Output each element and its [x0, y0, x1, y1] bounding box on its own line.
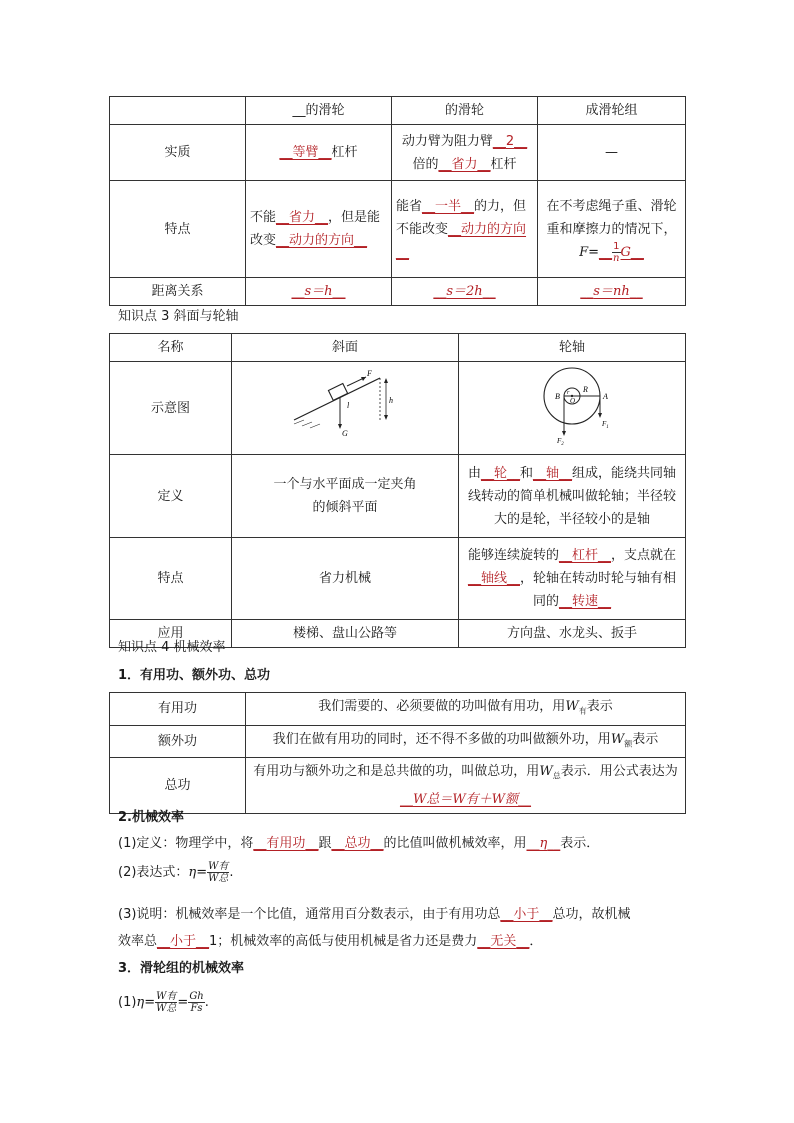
axle-label-R: R: [583, 385, 588, 394]
pulley-efficiency-formula: (1)η= $\frac{\text{W有}}{\text{W总}}$ = $\frac{Gh}{Fs}$ .: [118, 991, 209, 1014]
answer: __无关__: [477, 934, 530, 949]
answer: __轮__: [480, 465, 520, 481]
cell-essence-fixed: __等臂__杠杆: [246, 125, 392, 181]
row-label-useful: 有用功: [110, 693, 246, 726]
axle-label-F1: $F_1$: [602, 420, 609, 430]
answer: __η__: [526, 836, 561, 851]
answer: __s＝h__: [291, 284, 346, 299]
answer: __杠杆__: [558, 548, 611, 563]
header-fixed-pulley: __的滑轮: [246, 97, 392, 125]
work-table: [109, 692, 686, 814]
incline-label-h: h: [389, 396, 393, 405]
answer: __总功__: [331, 836, 384, 851]
answer: __小于__: [157, 934, 210, 949]
cell-incline-feature: 省力机械: [232, 538, 459, 620]
answer: __s＝nh__: [580, 284, 643, 299]
incline-axle-table: [109, 333, 686, 648]
cell-feature-fixed: 不能__省力__，但是能改变__动力的方向__: [246, 181, 392, 278]
row-label-extra: 额外功: [110, 725, 246, 758]
cell-axle-definition: 由__轮__和__轴__组成，能绕共同轴线转动的简单机械叫做轮轴；半径较大的是轮，半径较小的是轴: [459, 455, 686, 538]
axle-diagram-cell: [459, 362, 686, 455]
cell-distance-movable: [392, 278, 538, 306]
answer: __有用功__: [253, 836, 319, 851]
answer: __ $\frac{1}{n}$ G__: [599, 240, 644, 264]
answer: __动力的方向__: [276, 233, 368, 248]
answer: __s＝2h__: [433, 284, 496, 299]
cell-incline-definition: 一个与水平面成一定夹角的倾斜平面: [232, 455, 459, 538]
section4-title: 知识点 4 机械效率: [118, 640, 226, 655]
cell-feature-group: 在不考虑绳子重、滑轮重和摩擦力的情况下， F=__ $\frac{1}{n}$ G__: [538, 181, 686, 278]
sub3-title: 3．滑轮组的机械效率: [118, 961, 245, 976]
axle-label-A: A: [603, 392, 608, 401]
header-empty: [110, 97, 246, 125]
cell-axle-feature: 能够连续旋转的__杠杆__，支点就在__轴线__，轮轴在转动时轮与轴有相同的__转速__: [459, 538, 686, 620]
cell-feature-movable: 能省__一半__的力，但不能改变__动力的方向__: [392, 181, 538, 278]
incline-label-F: F: [367, 369, 372, 378]
answer: __小于__: [500, 907, 553, 922]
answer: __轴线__: [467, 571, 520, 586]
cell-useful: 我们需要的、必须要做的功叫做有用功，用$W_有$表示: [246, 693, 686, 726]
header-name: 名称: [110, 334, 232, 362]
header-wheel-axle: 轮轴: [459, 334, 686, 362]
axle-label-r: r: [567, 390, 570, 396]
cell-incline-application: 楼梯、盘山公路等: [232, 620, 459, 648]
row-label-feature: 特点: [110, 181, 246, 278]
cell-essence-group: —: [538, 125, 686, 181]
row-label-diagram: 示意图: [110, 362, 232, 455]
row-label-feature: 特点: [110, 538, 232, 620]
incline-diagram: [290, 364, 400, 444]
answer: __转速__: [559, 594, 612, 609]
answer: __W总＝W有＋W额__: [399, 791, 532, 807]
definition-line: (1)定义：物理学中，将__有用功__跟__总功__的比值叫做机械效率，用__η__表示．: [118, 836, 600, 851]
answer: __轴__: [533, 465, 573, 481]
pulley-table: [109, 96, 686, 306]
row-label-definition: 定义: [110, 455, 232, 538]
expression-line: (2)表达式：η= $\frac{\text{W有}}{\text{W总}}$ .: [118, 861, 234, 884]
cell-essence-movable: 动力臂为阻力臂__2__ 倍的__省力__杠杆: [392, 125, 538, 181]
row-label-application: 应用: [110, 620, 232, 648]
incline-diagram-cell: [232, 362, 459, 455]
answer: __省力__: [438, 156, 491, 172]
section3-title: 知识点 3 斜面与轮轴: [118, 309, 239, 324]
cell-extra: 我们在做有用功的同时，还不得不多做的功叫做额外功，用$W_额$表示: [246, 725, 686, 758]
sub1-title: 1．有用功、额外功、总功: [118, 668, 271, 683]
cell-total: 有用功与额外功之和是总共做的功，叫做总功，用$W_总$表示．用公式表达为__W总＝W有＋W额__: [246, 758, 686, 814]
incline-label-G: G: [342, 429, 348, 438]
axle-label-B: B: [555, 392, 560, 401]
row-label-essence: 实质: [110, 125, 246, 181]
wheel-axle-diagram: [527, 364, 617, 447]
answer: __等臂__: [279, 145, 332, 160]
cell-axle-application: 方向盘、水龙头、扳手: [459, 620, 686, 648]
header-pulley-group: 成滑轮组: [538, 97, 686, 125]
axle-label-O: O: [570, 397, 576, 405]
sub2-title: 2.机械效率: [118, 810, 184, 825]
header-movable-pulley: 的滑轮: [392, 97, 538, 125]
answer: __2__: [492, 133, 528, 149]
row-label-distance: 距离关系: [110, 278, 246, 306]
answer: __省力__: [276, 210, 329, 225]
row-label-total: 总功: [110, 758, 246, 814]
axle-label-F2: $F_2$: [557, 437, 564, 447]
cell-distance-group: [538, 278, 686, 306]
answer: __一半__: [422, 198, 475, 214]
header-incline: 斜面: [232, 334, 459, 362]
note-line-2: 效率总__小于__1；机械效率的高低与使用机械是省力还是费力__无关__．: [118, 934, 543, 949]
answer: __动力的方向__: [396, 221, 527, 260]
note-line-1: (3)说明：机械效率是一个比值，通常用百分数表示，由于有用功总__小于__总功，故机械: [118, 907, 631, 922]
cell-distance-fixed: [246, 278, 392, 306]
incline-label-l: l: [347, 401, 350, 410]
